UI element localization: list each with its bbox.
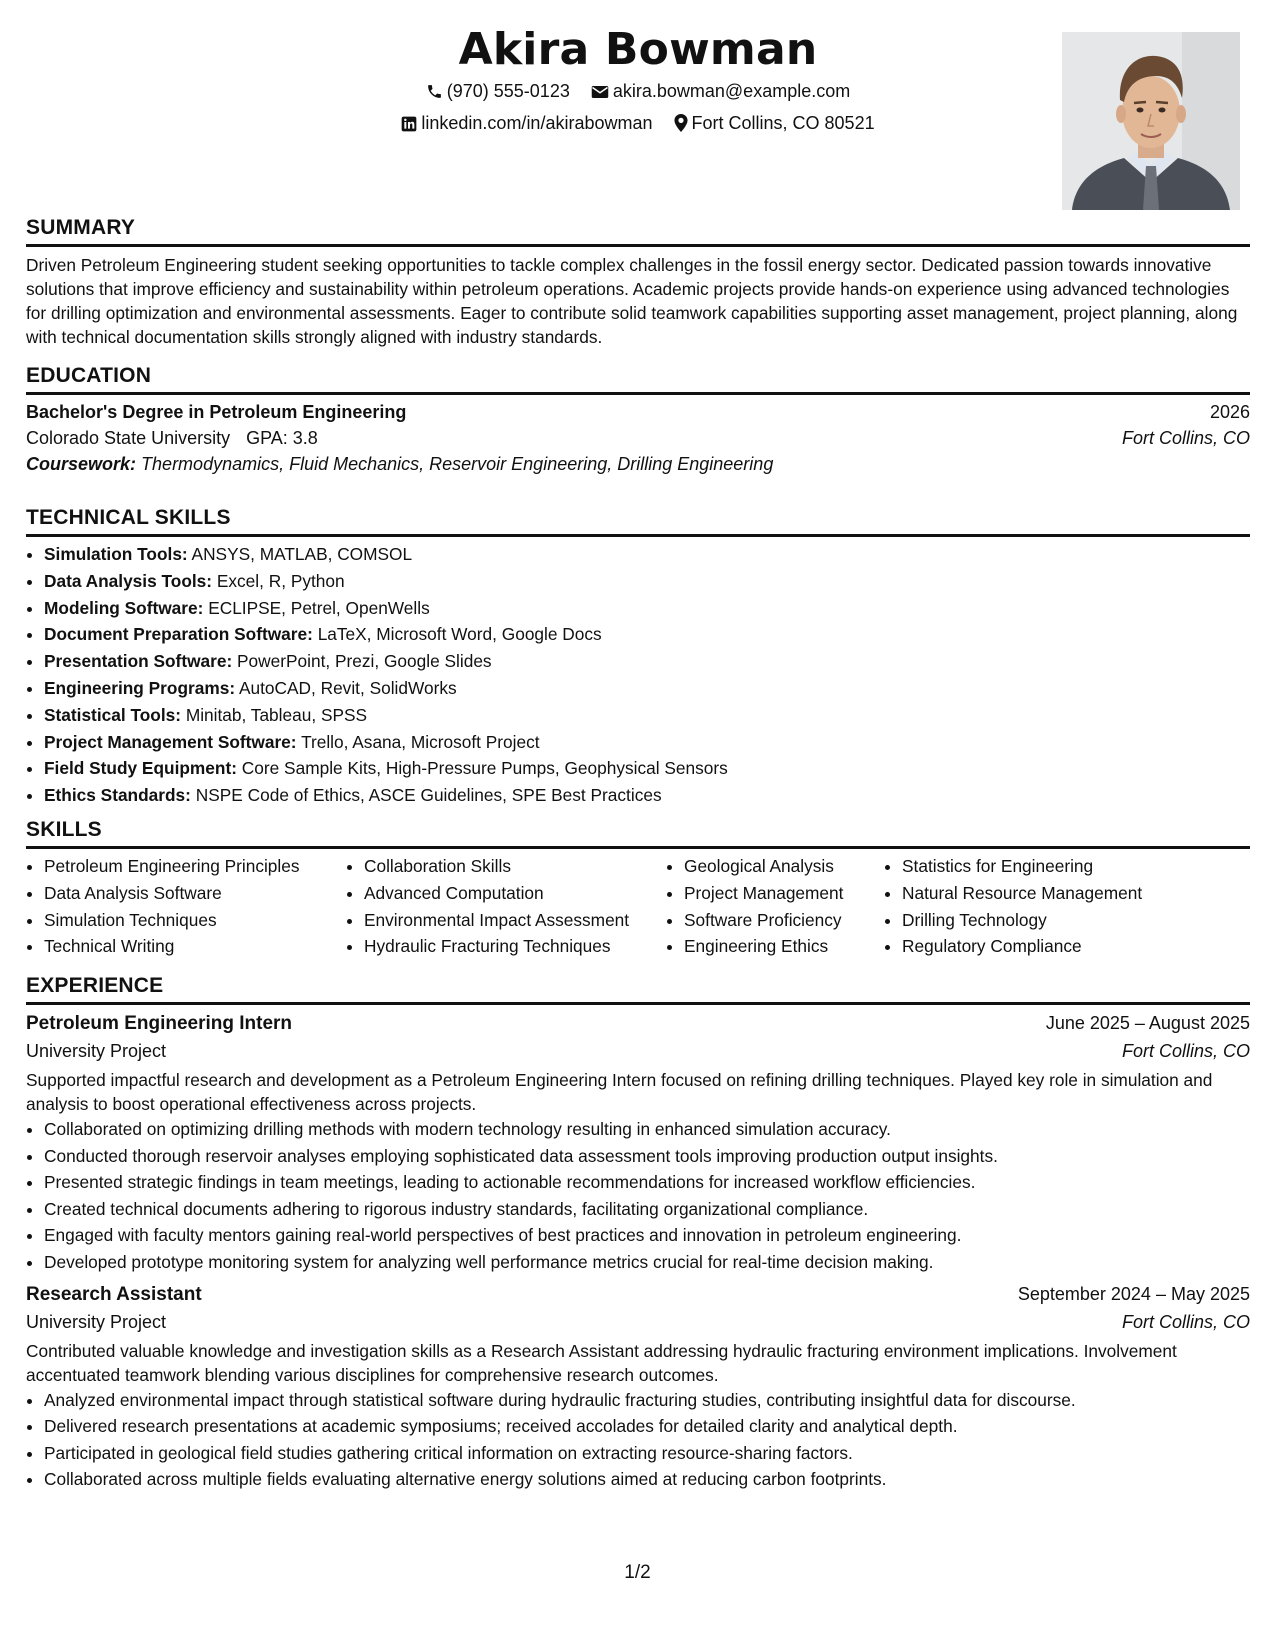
email-text: akira.bowman@example.com: [612, 80, 851, 101]
list-item: • Natural Resource Management: [902, 880, 1202, 907]
job-bullets: [26, 1116, 1250, 1276]
list-item: • Ethics Standards: NSPE Code of Ethics, ASCE Guidelines, SPE Best Practices: [44, 782, 1250, 809]
job-dates: June 2025 – August 2025: [1045, 1013, 1250, 1033]
education-degree-row: [26, 402, 1250, 423]
job-header-row: [26, 1013, 1250, 1035]
school-location: Fort Collins, CO: [1121, 428, 1250, 448]
coursework-line: [26, 454, 1250, 475]
list-item: • Field Study Equipment: Core Sample Kits, High-Pressure Pumps, Geophysical Sensors: [44, 755, 1250, 782]
summary-text: Driven Petroleum Engineering student seeking opportunities to tackle complex challenges in the fossil energy sector. Dedicated passion towards innovative solutions that improve efficiency and sustainability within petroleum operations. Academic projects provide hands-on experience using advanced technologies for drilling optimization and environmental assessments. Eager to contribute solid teamwork capabilities supporting asset management, project planning, along with technical documentation skills strongly aligned with industry standards.: [26, 255, 1238, 347]
job-dates: September 2024 – May 2025: [1017, 1283, 1250, 1304]
list-item: • Created technical documents adhering to rigorous industry standards, facilitating organizational compliance.: [44, 1196, 1250, 1223]
list-item: • Data Analysis Tools: Excel, R, Python: [44, 568, 1250, 595]
list-item: • Software Proficiency: [684, 907, 884, 934]
school-info: [26, 428, 318, 449]
list-item: • Engaged with faculty mentors gaining real-world perspectives of best practices and innovation in petroleum engineering.: [44, 1222, 1250, 1249]
education-school-row: [26, 428, 1250, 449]
list-item: • Conducted thorough reservoir analyses employing sophisticated data assessment tools improving production output insights.: [44, 1143, 1250, 1170]
list-item: • Project Management Software: Trello, Asana, Microsoft Project: [44, 729, 1250, 756]
skills-column-2: [346, 853, 666, 960]
list-item: • Regulatory Compliance: [902, 933, 1202, 960]
gpa: GPA: 3.8: [246, 428, 318, 448]
skills-column-4: [884, 853, 1202, 960]
list-item: • Technical Writing: [44, 933, 346, 960]
technical-skills-list: [26, 541, 1250, 809]
list-item: • Presented strategic findings in team meetings, leading to actionable recommendations for increased workflow efficiencies.: [44, 1169, 1250, 1196]
list-item: • Analyzed environmental impact through statistical software during hydraulic fracturing studies, contributing insightful data for discourse.: [44, 1387, 1250, 1414]
experience-heading: EXPERIENCE: [26, 974, 1250, 1005]
job-title: Petroleum Engineering Intern: [26, 1013, 293, 1034]
list-item: • Developed prototype monitoring system for analyzing well performance metrics crucial for real-time decision making.: [44, 1249, 1250, 1276]
coursework-list: Thermodynamics, Fluid Mechanics, Reservoir Engineering, Drilling Engineering: [141, 454, 774, 474]
list-item: • Collaborated across multiple fields evaluating alternative energy solutions aimed at reducing carbon footprints.: [44, 1466, 1250, 1493]
list-item: • Statistical Tools: Minitab, Tableau, SPSS: [44, 702, 1250, 729]
job-summary: Supported impactful research and development as a Petroleum Engineering Intern focused on refining drilling techniques. Played key role in simulation and analysis to boost operational effectiveness across projects.: [26, 1070, 1213, 1114]
resume-header: [26, 24, 1250, 214]
list-item: • Data Analysis Software: [44, 880, 346, 907]
skills-column-1: [26, 853, 346, 960]
phone-text: (970) 555-0123: [446, 80, 570, 101]
experience-section: [26, 974, 1250, 1493]
list-item: • Engineering Ethics: [684, 933, 884, 960]
list-item: • Statistics for Engineering: [902, 853, 1202, 880]
list-item: • Collaboration Skills: [364, 853, 666, 880]
linkedin-text: linkedin.com/in/akirabowman: [421, 112, 653, 133]
job-location: Fort Collins, CO: [1121, 1041, 1250, 1061]
job-location: Fort Collins, CO: [1121, 1311, 1250, 1332]
graduation-year: 2026: [1209, 402, 1250, 422]
list-item: • Presentation Software: PowerPoint, Prezi, Google Slides: [44, 648, 1250, 675]
list-item: • Engineering Programs: AutoCAD, Revit, SolidWorks: [44, 675, 1250, 702]
job-bullets: [26, 1387, 1250, 1493]
job-title: Research Assistant: [26, 1283, 202, 1305]
school-name: Colorado State University: [26, 428, 231, 448]
location-text: Fort Collins, CO 80521: [691, 112, 875, 133]
list-item: • Simulation Tools: ANSYS, MATLAB, COMSOL: [44, 541, 1250, 568]
coursework-label: Coursework:: [26, 454, 137, 474]
map-pin-icon: [674, 114, 688, 132]
list-item: • Project Management: [684, 880, 884, 907]
job-summary: Contributed valuable knowledge and investigation skills as a Research Assistant addressing hydraulic fracturing environment implications. Involvement accentuated teamwork blending various disciplines for comprehensive research outcomes.: [26, 1340, 1177, 1385]
skills-grid: [26, 853, 1250, 960]
linkedin-contact[interactable]: [401, 113, 652, 134]
list-item: • Participated in geological field studies gathering critical information on extracting resource-sharing factors.: [44, 1440, 1250, 1467]
resume-page: [26, 0, 1250, 1650]
skills-heading: SKILLS: [26, 818, 1250, 849]
envelope-icon: [591, 84, 609, 100]
phone-contact[interactable]: [426, 81, 570, 102]
job-org: University Project: [26, 1041, 167, 1061]
phone-icon: [426, 83, 443, 100]
linkedin-icon: [401, 116, 417, 132]
summary-heading: SUMMARY: [26, 216, 1250, 247]
list-item: • Hydraulic Fracturing Techniques: [364, 933, 666, 960]
skills-column-3: [666, 853, 884, 960]
job-org: University Project: [26, 1311, 167, 1332]
email-contact[interactable]: [591, 81, 850, 102]
technical-skills-heading: TECHNICAL SKILLS: [26, 506, 1250, 537]
job-org-row: [26, 1312, 1250, 1333]
list-item: • Petroleum Engineering Principles: [44, 853, 346, 880]
location-contact: [674, 113, 875, 134]
education-heading: EDUCATION: [26, 364, 1250, 395]
candidate-name: Akira Bowman: [458, 24, 818, 75]
summary-section: [26, 216, 1250, 349]
technical-skills-section: [26, 506, 1250, 809]
list-item: • Geological Analysis: [684, 853, 884, 880]
list-item: • Document Preparation Software: LaTeX, Microsoft Word, Google Docs: [44, 621, 1250, 648]
list-item: • Simulation Techniques: [44, 907, 346, 934]
job-entry: [26, 1013, 1250, 1276]
education-section: [26, 364, 1250, 475]
job-org-row: [26, 1041, 1250, 1062]
profile-photo: [1062, 32, 1240, 210]
job-entry: [26, 1284, 1250, 1493]
list-item: • Collaborated on optimizing drilling methods with modern technology resulting in enhanced simulation accuracy.: [44, 1116, 1250, 1143]
list-item: • Delivered research presentations at academic symposiums; received accolades for detailed clarity and analytical depth.: [44, 1413, 1250, 1440]
list-item: • Modeling Software: ECLIPSE, Petrel, OpenWells: [44, 595, 1250, 622]
list-item: • Advanced Computation: [364, 880, 666, 907]
job-header-row: [26, 1284, 1250, 1306]
page-number: 1/2: [624, 1562, 651, 1583]
list-item: • Drilling Technology: [902, 907, 1202, 934]
list-item: • Environmental Impact Assessment: [364, 907, 666, 934]
skills-section: [26, 818, 1250, 960]
degree-name: Bachelor's Degree in Petroleum Engineering: [26, 402, 407, 422]
